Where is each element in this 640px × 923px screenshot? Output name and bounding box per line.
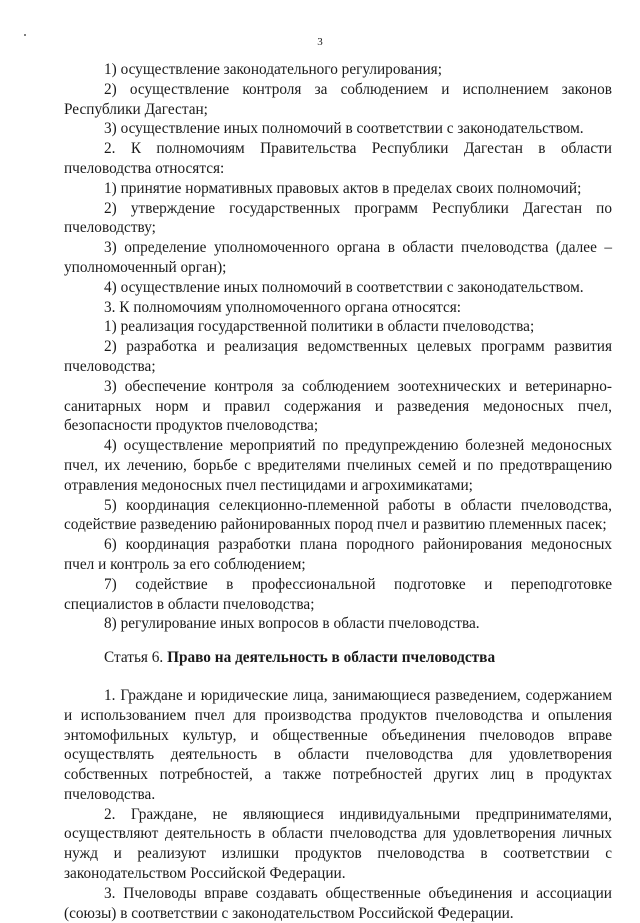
paragraph: 2) утверждение государственных программ Республики Дагестан по пчеловодству; — [64, 199, 612, 237]
paragraph: 2) осуществление контроля за соблюдением и исполнением законов Республики Дагестан; — [64, 80, 612, 118]
paragraph: 1) осуществление законодательного регулирования; — [104, 61, 442, 78]
paragraph: 4) осуществление иных полномочий в соответствии с законодательством. — [104, 278, 584, 296]
document-body — [64, 60, 612, 923]
paragraph: 2. К полномочиям Правительства Республики Дагестан в области пчеловодства относятся: — [64, 140, 612, 177]
paragraph: 3) определение уполномоченного органа в области пчеловодства (далее – уполномоченный орган); — [64, 239, 612, 276]
paragraph: 7) содействие в профессиональной подготовке и переподготовке специалистов в области пчеловодства; — [64, 575, 612, 613]
article-title: Право на деятельность в области пчеловодства — [167, 649, 496, 667]
paragraph: 3) обеспечение контроля за соблюдением зоотехнических и ветеринарно-санитарных норм и правил содержания и разведения медоносных пчел, безопасности продуктов пчеловодства; — [64, 377, 612, 435]
article-heading — [64, 648, 612, 668]
section-before — [64, 60, 612, 634]
paragraph: 1. Граждане и юридические лица, занимающиеся разведением, содержанием и использованием пчел для производства продуктов пчеловодства и опыления энтомофильных культур, и общественные объединения пчеловодов вправе осуществлять деятельность в области пчеловодства для удовлетворения собственных потребностей, а также потребностей других лиц в продуктах пчеловодства. — [64, 686, 612, 803]
paragraph: 8) регулирование иных вопросов в области пчеловодства. — [104, 615, 480, 633]
paragraph: 6) координация разработки плана породного районирования медоносных пчел и контроль за его соблюдением; — [64, 536, 612, 573]
article-prefix: Статья 6. — [104, 649, 168, 667]
section-after — [64, 686, 612, 923]
paragraph: 1) реализация государственной политики в области пчеловодства; — [104, 318, 535, 336]
paragraph: 2. Граждане, не являющиеся индивидуальными предпринимателями, осуществляют деятельность в области пчеловодства для удовлетворения личных нужд и реализуют излишки продуктов пчеловодства в соответствии с законодательством Российской Федерации. — [64, 805, 612, 883]
paragraph: 1) принятие нормативных правовых актов в пределах своих полномочий; — [104, 179, 582, 197]
paragraph: 3. К полномочиям уполномоченного органа относятся: — [104, 298, 462, 316]
paragraph: 3) осуществление иных полномочий в соответствии с законодательством. — [104, 120, 584, 138]
page-number: 3 — [317, 36, 323, 48]
paragraph: 2) разработка и реализация ведомственных целевых программ развития пчеловодства; — [64, 338, 612, 375]
paragraph: 3. Пчеловоды вправе создавать общественные объединения и ассоциации (союзы) в соответствии с законодательством Российской Федерации. — [64, 884, 612, 922]
paragraph: 4) осуществление мероприятий по предупреждению болезней медоносных пчел, их лечению, борьбе с вредителями пчелиных семей и по предотвращению отравления медоносных пчел пестицидами и агрохимикатами; — [64, 437, 612, 494]
paragraph: 5) координация селекционно-племенной работы в области пчеловодства, содействие разведению районированных пород пчел и развитию племенных пасек; — [64, 496, 612, 534]
